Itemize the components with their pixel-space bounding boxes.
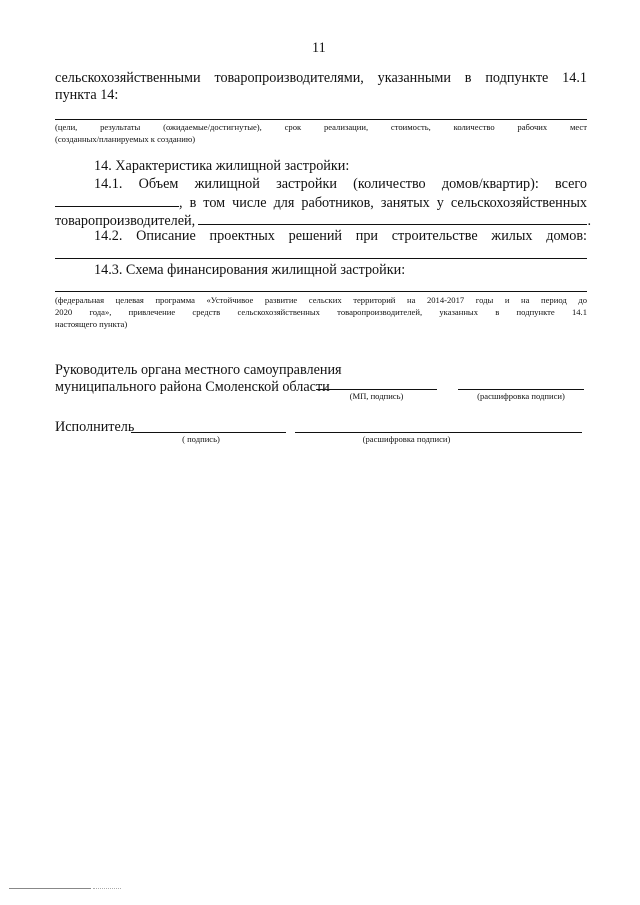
financing-note-line-1: (федеральная целевая программа «Устойчивое развитие сельских территорий на 2014-2017 годы и на период до bbox=[55, 295, 587, 305]
head-signature-line[interactable] bbox=[316, 389, 437, 390]
footer-rule-dotted bbox=[93, 888, 121, 889]
head-decode-caption: (расшифровка подписи) bbox=[477, 391, 565, 401]
fill-line-design bbox=[55, 258, 587, 259]
item-14-3: 14.3. Схема финансирования жилищной застройки: bbox=[94, 262, 406, 278]
fill-line-goals bbox=[55, 119, 587, 120]
fill-line-workers bbox=[198, 211, 587, 225]
item-14-1-line-2-row bbox=[55, 193, 587, 212]
intro-line-1: сельскохозяйственными товаропроизводителями, указанными в подпункте 14.1 bbox=[55, 70, 587, 86]
executor-decode-caption: (расшифровка подписи) bbox=[362, 434, 451, 444]
page-number: 11 bbox=[312, 40, 326, 56]
item-14-1-line-1: 14.1. Объем жилищной застройки (количество домов/квартир): всего bbox=[94, 176, 587, 192]
item-14-2: 14.2. Описание проектных решений при строительстве жилых домов: bbox=[94, 228, 587, 244]
head-decode-line[interactable] bbox=[458, 389, 584, 390]
footer-rule bbox=[9, 888, 91, 889]
fill-line-financing bbox=[55, 291, 587, 292]
item-14-1-line-2: , в том числе для работников, занятых у сельскохозяйственных bbox=[179, 195, 587, 211]
executor-decode-line[interactable] bbox=[295, 432, 582, 433]
executor-label: Исполнитель bbox=[55, 419, 135, 435]
goals-note-line-2: (созданных/планируемых к созданию) bbox=[55, 134, 196, 144]
item-14-1-line-3: товаропроизводителей, bbox=[55, 213, 196, 229]
intro-line-2: пункта 14: bbox=[55, 87, 119, 103]
item-14-1-end: . bbox=[587, 213, 591, 229]
section-14-title: 14. Характеристика жилищной застройки: bbox=[94, 158, 350, 174]
head-title-line-2: муниципального района Смоленской области bbox=[55, 379, 330, 395]
goals-note-line-1: (цели, результаты (ожидаемые/достигнутые), срок реализации, стоимость, количество рабочих мест bbox=[55, 122, 587, 132]
head-mp-caption: (МП, подпись) bbox=[349, 391, 404, 401]
executor-sign-caption: ( подпись) bbox=[182, 434, 220, 444]
head-title-line-1: Руководитель органа местного самоуправления bbox=[55, 362, 342, 378]
executor-signature-line[interactable] bbox=[131, 432, 286, 433]
fill-line-total bbox=[55, 193, 179, 207]
financing-note-line-3: настоящего пункта) bbox=[55, 319, 128, 329]
financing-note-line-2: 2020 года», привлечение средств сельскохозяйственных товаропроизводителей, указанных в подпункте 14.1 bbox=[55, 307, 587, 317]
